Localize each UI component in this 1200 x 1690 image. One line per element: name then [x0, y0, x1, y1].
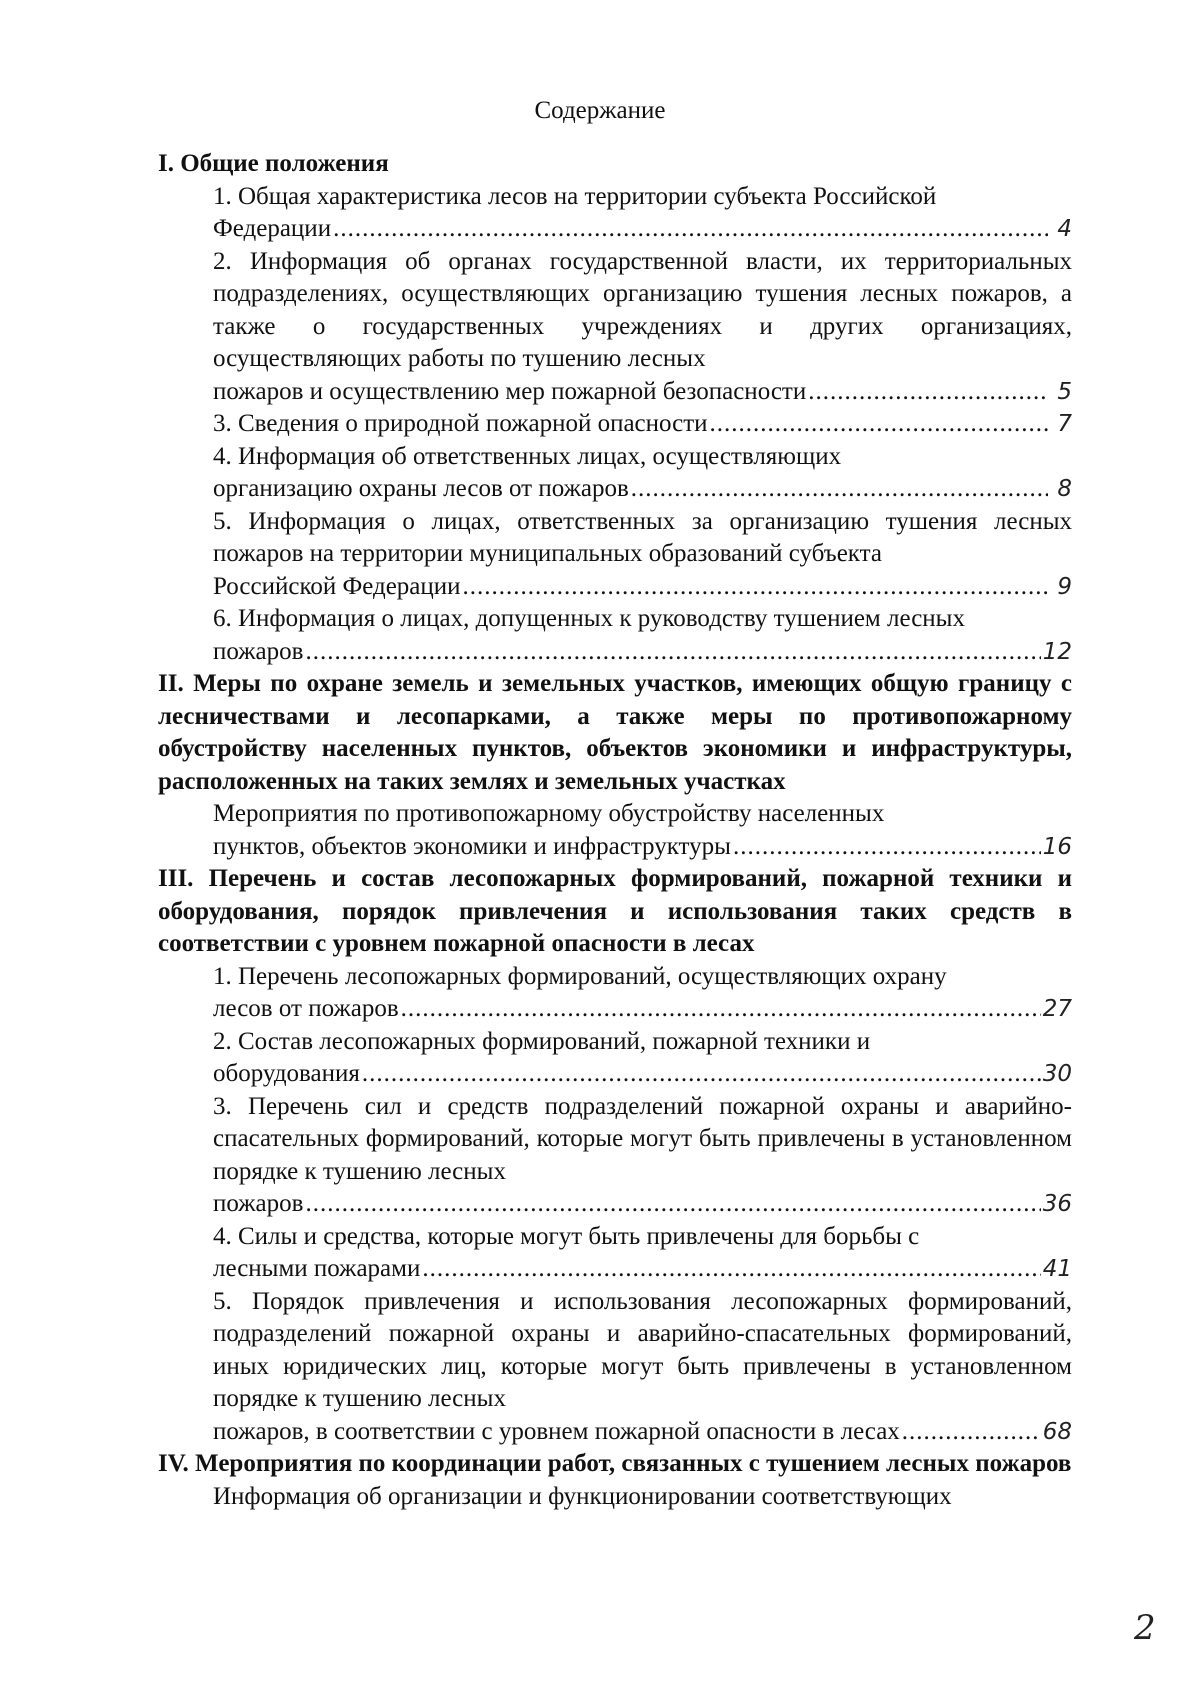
toc-entry-last-line: Российской Федерации: [213, 572, 461, 600]
page-number: 7: [1057, 411, 1072, 437]
dot-leader: [631, 473, 1048, 506]
toc-entry-line: [213, 1188, 1072, 1221]
dot-leader: [422, 1253, 1040, 1286]
toc-entry-text: 4. Силы и средства, которые могут быть привлечены для борьбы с: [213, 1222, 920, 1250]
toc-entry-last-line: лесов от пожаров: [213, 995, 399, 1022]
toc-entry-line: [213, 473, 1072, 506]
dot-leader: [710, 408, 1048, 441]
page-number: 27: [1042, 996, 1072, 1022]
toc-entry-last-line: пожаров: [213, 1190, 304, 1217]
toc-entry-text: 3. Перечень сил и средств подразделений пожарной охраны и аварийно-спасательных формирований, которые могут быть привлечены в установленном порядке к тушению лесных: [213, 1092, 1072, 1185]
toc-entry-last-line: пожаров: [213, 637, 304, 665]
toc-entry-text: 1. Перечень лесопожарных формирований, осуществляющих охрану: [213, 962, 947, 990]
toc-entry: [213, 408, 1072, 441]
toc-entry-last-line: организацию охраны лесов от пожаров: [213, 475, 629, 502]
toc-entry-line: [213, 993, 1072, 1026]
dot-leader: [333, 213, 1048, 246]
toc-entry-text: 1. Общая характеристика лесов на территории субъекта Российской: [213, 182, 937, 210]
dot-leader: [305, 1188, 1040, 1221]
toc-entry: [213, 961, 1072, 1026]
page-number: 36: [1042, 1191, 1072, 1217]
dot-leader: [305, 636, 1040, 669]
toc-entry-last-line: Федерации: [213, 215, 332, 242]
toc-entry-line: [213, 213, 1072, 246]
page-title: Содержание: [534, 97, 666, 124]
dot-leader: [463, 571, 1048, 604]
toc-entry: [213, 603, 1072, 668]
section-heading-4: IV. Мероприятия по координации работ, связанных с тушением лесных пожаров: [158, 1450, 1072, 1477]
toc-entry: [213, 1091, 1072, 1221]
toc-entry-text: Информация об организации и функционировании соответствующих: [213, 1482, 952, 1510]
toc-entry-text: 5. Порядок привлечения и использования лесопожарных формирований, подразделений пожарной охраны и аварийно-спасательных формирований, иных юридических лиц, которые могут быть привлечены в установленном порядке к тушению лесных: [213, 1287, 1072, 1412]
toc-entry: [213, 1481, 1072, 1514]
toc-entry-last-line: пунктов, объектов экономики и инфраструктуры: [213, 832, 731, 860]
section-heading-2: II. Меры по охране земель и земельных участков, имеющих общую границу с лесничествами и лесопарками, а также меры по противопожарному обустройству населенных пунктов, объектов экономики и инфраструктуры, расположенных на таких землях и земельных участках: [158, 670, 1072, 795]
dot-leader: [362, 1058, 1041, 1091]
toc-entry: [213, 798, 1072, 863]
handwritten-page-number: 2: [1134, 1608, 1156, 1648]
section-heading-1: I. Общие положения: [158, 150, 389, 177]
dot-leader: [401, 993, 1041, 1026]
page-number: 41: [1042, 1256, 1072, 1282]
toc-entry-text: 4. Информация об ответственных лицах, осуществляющих: [213, 442, 842, 470]
toc-entry-text: 2. Информация об органах государственной власти, их территориальных подразделениях, осуществляющих организацию тушения лесных пожаров, а также о государственных учреждениях и других организациях, осуществляющих работы по тушению лесных: [213, 247, 1072, 372]
dot-leader: [733, 831, 1041, 864]
page-number: 4: [1057, 216, 1072, 242]
toc-entry-last-line: оборудования: [213, 1060, 360, 1087]
toc-entry-line: [213, 636, 1072, 669]
toc-entry-line: [213, 1416, 1072, 1449]
page-number: 30: [1042, 1061, 1072, 1087]
page-number: 16: [1042, 833, 1072, 860]
toc-entry: [213, 181, 1072, 246]
page-number: 9: [1057, 573, 1072, 600]
toc-entry-text: 5. Информация о лицах, ответственных за организацию тушения лесных пожаров на территории муниципальных образований субъекта: [213, 507, 1072, 567]
page-number: 8: [1057, 476, 1072, 502]
toc-entry: [213, 441, 1072, 506]
toc-entry: [213, 1221, 1072, 1286]
toc-entry: [213, 506, 1072, 604]
toc-entry-line: [213, 1058, 1072, 1091]
toc-entry-line: [213, 408, 1072, 441]
toc-entry-text: 2. Состав лесопожарных формирований, пожарной техники и: [213, 1027, 871, 1055]
toc-entry-text: Мероприятия по противопожарному обустройству населенных: [213, 800, 885, 827]
toc-entry-last-line: лесными пожарами: [213, 1255, 421, 1282]
toc-entry-last-line: пожаров и осуществлению мер пожарной безопасности: [213, 377, 807, 405]
toc-entry-text: 6. Информация о лицах, допущенных к руководству тушением лесных: [213, 605, 965, 632]
toc-entry: [213, 1026, 1072, 1091]
page-number: 5: [1057, 378, 1072, 405]
toc-entry: [213, 246, 1072, 409]
dot-leader: [808, 376, 1048, 409]
page-number: 12: [1042, 638, 1072, 665]
table-of-contents: [158, 148, 1072, 1513]
section-heading-3: III. Перечень и состав лесопожарных формирований, пожарной техники и оборудования, порядок привлечения и использования таких средств в соответствии с уровнем пожарной опасности в лесах: [158, 865, 1072, 957]
toc-entry-line: [213, 571, 1072, 604]
toc-entry: [213, 1286, 1072, 1449]
toc-entry-last-line: пожаров, в соответствии с уровнем пожарной опасности в лесах: [213, 1417, 900, 1445]
toc-entry-line: [213, 831, 1072, 864]
page-number: 68: [1042, 1418, 1072, 1445]
toc-entry-line: [213, 376, 1072, 409]
toc-entry-last-line: 3. Сведения о природной пожарной опасности: [213, 410, 708, 437]
toc-entry-line: [213, 1253, 1072, 1286]
dot-leader: [902, 1416, 1041, 1449]
